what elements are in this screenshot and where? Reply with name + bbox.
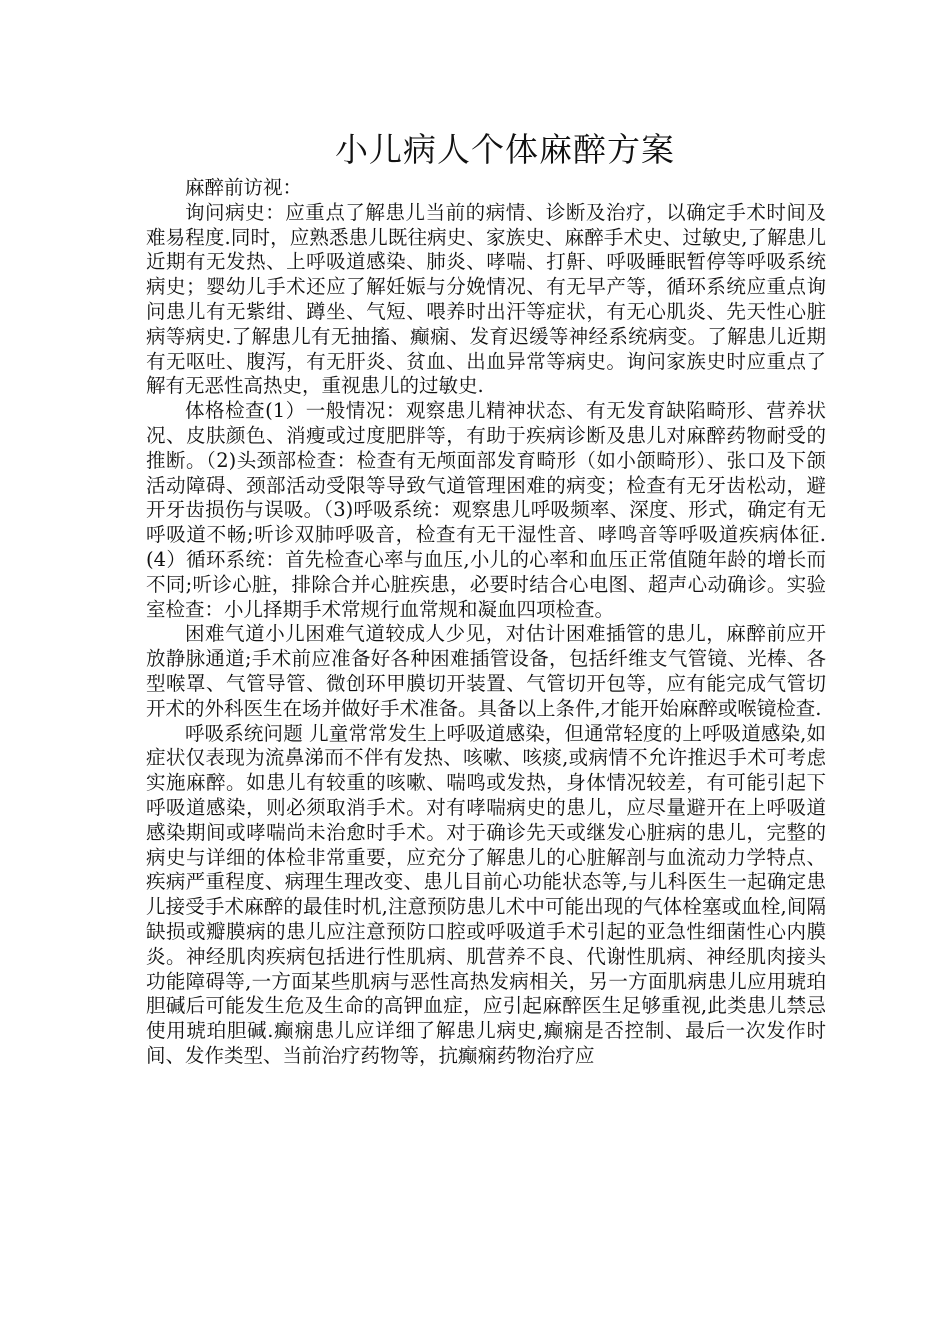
paragraph-difficult-airway: 困难气道小儿困难气道较成人少见，对估计困难插管的患儿，麻醉前应开放静脉通道;手术前应准备好各种困难插管设备，包括纤维支气管镜、光棒、各型喉罩、气管导管、微创环甲膜切开装置、气管切开包等，应有能完成气管切开术的外科医生在场并做好手术准备。具备以上条件,才能开始麻醉或喉镜检查. [146,622,826,720]
document-title: 小儿病人个体麻醉方案 [335,130,675,169]
section-heading-preop-visit: 麻醉前访视： [185,176,303,199]
document-body [146,176,826,1069]
paragraph-respiratory-issues: 呼吸系统问题 儿童常常发生上呼吸道感染，但通常轻度的上呼吸道感染,如症状仅表现为流鼻涕而不伴有发热、咳嗽、咳痰,或病情不允许推迟手术可考虑实施麻醉。如患儿有较重的咳嗽、喘鸣或发热，身体情况较差，有可能引起下呼吸道感染，则必须取消手术。对有哮喘病史的患儿，应尽量避开在上呼吸道感染期间或哮喘尚未治愈时手术。对于确诊先天或继发心脏病的患儿，完整的病史与详细的体检非常重要，应充分了解患儿的心脏解剖与血流动力学特点、疾病严重程度、病理生理改变、患儿目前心功能状态等,与儿科医生一起确定患儿接受手术麻醉的最佳时机,注意预防患儿术中可能出现的气体栓塞或血栓,间隔缺损或瓣膜病的患儿应注意预防口腔或呼吸道手术引起的亚急性细菌性心内膜炎。神经肌肉疾病包括进行性肌病、肌营养不良、代谢性肌病、神经肌肉接头功能障碍等,一方面某些肌病与恶性高热发病相关，另一方面肌病患儿应用琥珀胆碱后可能发生危及生命的高钾血症，应引起麻醉医生足够重视,此类患儿禁忌使用琥珀胆碱.癫痫患儿应详细了解患儿病史,癫痫是否控制、最后一次发作时间、发作类型、当前治疗药物等，抗癫痫药物治疗应 [146,721,826,1067]
paragraph-physical-exam: 体格检查(1）一般情况：观察患儿精神状态、有无发育缺陷畸形、营养状况、皮肤颜色、消瘦或过度肥胖等，有助于疾病诊断及患儿对麻醉药物耐受的推断。（2)头颈部检查：检查有无颅面部发育畸形（如小颌畸形）、张口及下颌活动障碍、颈部活动受限等导致气道管理困难的病变；检查有无牙齿松动，避开牙齿损伤与误吸。（3)呼吸系统：观察患儿呼吸频率、深度、形式，确定有无呼吸道不畅;听诊双肺呼吸音，检查有无干湿性音、哮鸣音等呼吸道疾病体征.(4）循环系统：首先检查心率与血压,小儿的心率和血压正常值随年龄的增长而不同;听诊心脏，排除合并心脏疾患，必要时结合心电图、超声心动确诊。实验室检查：小儿择期手术常规行血常规和凝血四项检查。 [146,399,826,621]
paragraph-history-inquiry: 询问病史：应重点了解患儿当前的病情、诊断及治疗，以确定手术时间及难易程度.同时，应熟悉患儿既往病史、家族史、麻醉手术史、过敏史,了解患儿近期有无发热、上呼吸道感染、肺炎、哮喘、打鼾、呼吸睡眠暂停等呼吸系统病史；婴幼儿手术还应了解妊娠与分娩情况、有无早产等，循环系统应重点询问患儿有无紫绀、蹲坐、气短、喂养时出汗等症状，有无心肌炎、先天性心脏病等病史.了解患儿有无抽搐、癫痫、发育迟缓等神经系统病变。了解患儿近期有无呕吐、腹泻，有无肝炎、贫血、出血异常等病史。询问家族史时应重点了解有无恶性高热史，重视患儿的过敏史. [146,200,826,398]
